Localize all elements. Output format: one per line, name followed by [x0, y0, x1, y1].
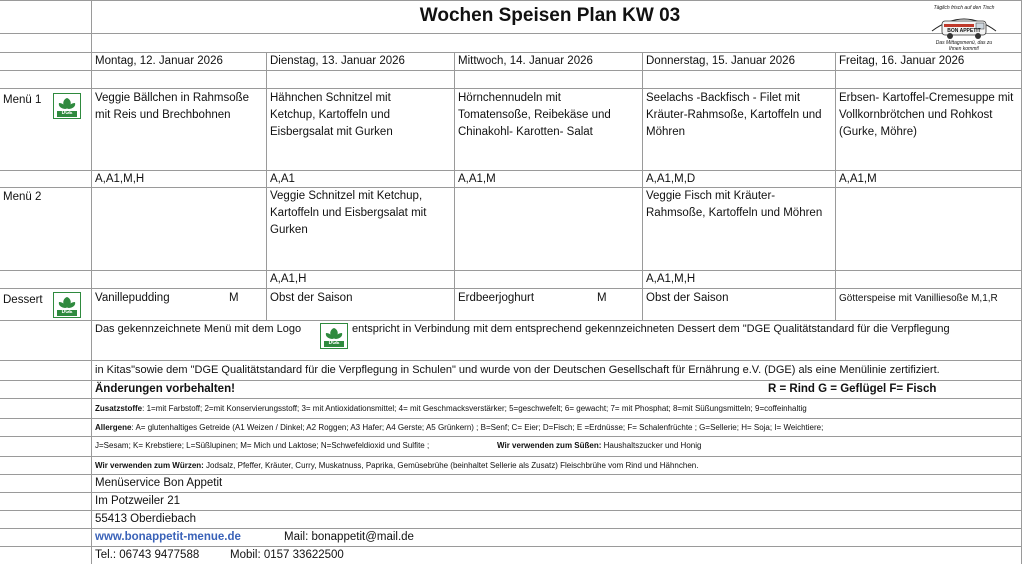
menu1-dish-monday: Veggie Bällchen in Rahmsoße mit Reis und Brechbohnen: [95, 92, 250, 121]
grid-row: [0, 360, 1022, 361]
dessert-monday: Vanillepudding: [95, 292, 170, 304]
grid-col-4: [835, 52, 836, 320]
badge-name: BON APPETIT: [947, 28, 981, 34]
allergene-label: Allergene: [95, 423, 132, 432]
contact-street: Im Potzweiler 21: [95, 495, 181, 507]
grid-row: [0, 418, 1022, 419]
suessen-label: Wir verwenden zum Süßen:: [497, 441, 602, 450]
dessert-thursday: Obst der Saison: [646, 292, 729, 304]
contact-company: Menüservice Bon Appetit: [95, 477, 223, 489]
dge-logo-text: DGE: [328, 340, 340, 346]
wuerzen-label: Wir verwenden zum Würzen:: [95, 461, 204, 470]
wuerzen-line: [95, 460, 698, 471]
day-header-friday: Freitag, 16. Januar 2026: [839, 55, 965, 67]
grid-row: [0, 270, 1022, 271]
menu1-allergens-tuesday: A,A1: [270, 173, 295, 185]
menu1-dish-wednesday: Hörnchennudeln mit Tomatensoße, Reibekäse und Chinakohl- Karotten- Salat: [458, 92, 611, 138]
suessen-line: [497, 440, 701, 451]
day-header-tuesday: Dienstag, 13. Januar 2026: [270, 55, 405, 67]
grid-row: [0, 33, 1022, 34]
menu2-dish-tuesday: Veggie Schnitzel mit Ketchup, Kartoffeln und Eisbergsalat mit Gurken: [270, 190, 427, 236]
grid-row: [0, 70, 1022, 71]
changes-notice: Änderungen vorbehalten!: [95, 383, 235, 395]
dge-logo: [53, 292, 81, 318]
dessert-code-monday: M: [229, 292, 239, 304]
grid-row: [0, 436, 1022, 437]
allergene-text-2: J=Sesam; K= Krebstiere; L=Süßlupinen; M= Mich und Laktose; N=Schwefeldioxid und Sulfite ;: [95, 441, 430, 450]
day-header-monday: Montag, 12. Januar 2026: [95, 55, 223, 67]
grid-row: [0, 88, 1022, 89]
menu1-allergens-thursday: A,A1,M,D: [646, 173, 696, 185]
grid-col-left: [91, 0, 92, 564]
dge-note-line2: in Kitas"sowie dem "DGE Qualitätstandard für die Verpflegung in Schulen" und wurde von der Deutschen Gesellschaft für Ernährung e.V. (DGE) als eine Menülinie zertifiziert.: [95, 364, 940, 376]
dessert-code-wednesday: M: [597, 292, 607, 304]
grid-row: [0, 288, 1022, 289]
menu1-dish-tuesday: Hähnchen Schnitzel mit Ketchup, Kartoffeln und Eisbergsalat mit Gurken: [270, 92, 393, 138]
dessert-wednesday: Erdbeerjoghurt: [458, 292, 535, 304]
menu2-allergens-thursday: A,A1,M,H: [646, 273, 696, 285]
website-link[interactable]: www.bonappetit-menue.de: [95, 531, 241, 543]
menu1-allergens-wednesday: A,A1,M: [458, 173, 496, 185]
menu1-label: Menü 1: [3, 94, 42, 106]
dessert-tuesday: Obst der Saison: [270, 292, 353, 304]
grid-row: [0, 0, 1022, 1]
grid-col-3: [642, 52, 643, 320]
dge-logo-text: DGE: [61, 110, 73, 116]
contact-mail: Mail: bonappetit@mail.de: [284, 531, 414, 543]
suessen-text: Haushaltszucker und Honig: [601, 441, 702, 450]
grid-col-right: [1021, 0, 1022, 564]
menu1-dish-thursday: Seelachs -Backfisch - Filet mit Kräuter-Rahmsoße, Kartoffeln und Möhren: [646, 92, 822, 138]
menu1-dish-friday: Erbsen- Kartoffel-Cremesuppe mit Vollkornbrötchen und Rohkost (Gurke, Möhre): [839, 92, 1014, 138]
badge-top-text: Täglich frisch auf den Tisch: [933, 5, 995, 11]
zusatzstoffe-line: [95, 403, 807, 414]
badge-tagline: Das Mittagsmenü, das zu Ihnen kommt!: [935, 40, 993, 52]
dge-logo-text: DGE: [61, 309, 73, 315]
bon-appetit-logo: [924, 5, 1004, 51]
grid-col-1: [266, 52, 267, 320]
dge-logo: [53, 93, 81, 119]
grid-row: [0, 398, 1022, 399]
zusatzstoffe-label: Zusatzstoffe: [95, 404, 143, 413]
grid-col-2: [454, 52, 455, 320]
allergene-line1: [95, 422, 823, 433]
wuerzen-text: Jodsalz, Pfeffer, Kräuter, Curry, Muskatnuss, Paprika, Gemüsebrühe (beinhaltet Sellerie als Zusatz) Fleischbrühe vom Rind und Hähnchen.: [203, 461, 699, 470]
meat-legend: R = Rind G = Geflügel F= Fisch: [768, 383, 937, 395]
page-title: Wochen Speisen Plan KW 03: [419, 5, 681, 26]
menu2-label: Menü 2: [3, 191, 42, 203]
menu1-allergens-friday: A,A1,M: [839, 173, 877, 185]
dessert-label: Dessert: [3, 294, 43, 306]
contact-city: 55413 Oberdiebach: [95, 513, 197, 525]
menu2-allergens-tuesday: A,A1,H: [270, 273, 307, 285]
dge-logo: [320, 323, 348, 349]
grid-row: [0, 456, 1022, 457]
contact-mobile: Mobil: 0157 33622500: [230, 549, 344, 561]
zusatzstoffe-text: : 1=mit Farbstoff; 2=mit Konservierungsstoff; 3= mit Antioxidationsmittel; 4= mit Geschmacksverstärker; 5=geschwefelt; 6= gewacht; 7= mit Phosphat; 8=mit Süßungsmitteln; 9=coffeinhaltig: [142, 404, 807, 413]
day-header-thursday: Donnerstag, 15. Januar 2026: [646, 55, 795, 67]
menu1-allergens-monday: A,A1,M,H: [95, 173, 145, 185]
dge-note-line1b: entspricht in Verbindung mit dem entsprechend gekennzeichneten Dessert dem "DGE Qualitätstandard für die Verpflegung: [352, 323, 950, 335]
dessert-friday: Götterspeise mit Vanilliesoße M,1,R: [839, 293, 998, 304]
day-header-wednesday: Mittwoch, 14. Januar 2026: [458, 55, 593, 67]
allergene-text-1: : A= glutenhaltiges Getreide (A1 Weizen / Dinkel; A2 Roggen; A3 Hafer; A4 Gerste; A5 Grünkern) ; B=Senf; C= Eier; D=Fisch; E =Erdnüsse; F= Schalenfrüchte ; G=Sellerie; H= Soja; I= Weichtiere;: [131, 423, 824, 432]
contact-phone: Tel.: 06743 9477588: [95, 549, 200, 561]
dge-note-line1a: Das gekennzeichnete Menü mit dem Logo: [95, 323, 302, 335]
menu2-dish-thursday: Veggie Fisch mit Kräuter-Rahmsoße, Kartoffeln und Möhren: [646, 190, 823, 219]
allergene-line2: [95, 440, 429, 451]
